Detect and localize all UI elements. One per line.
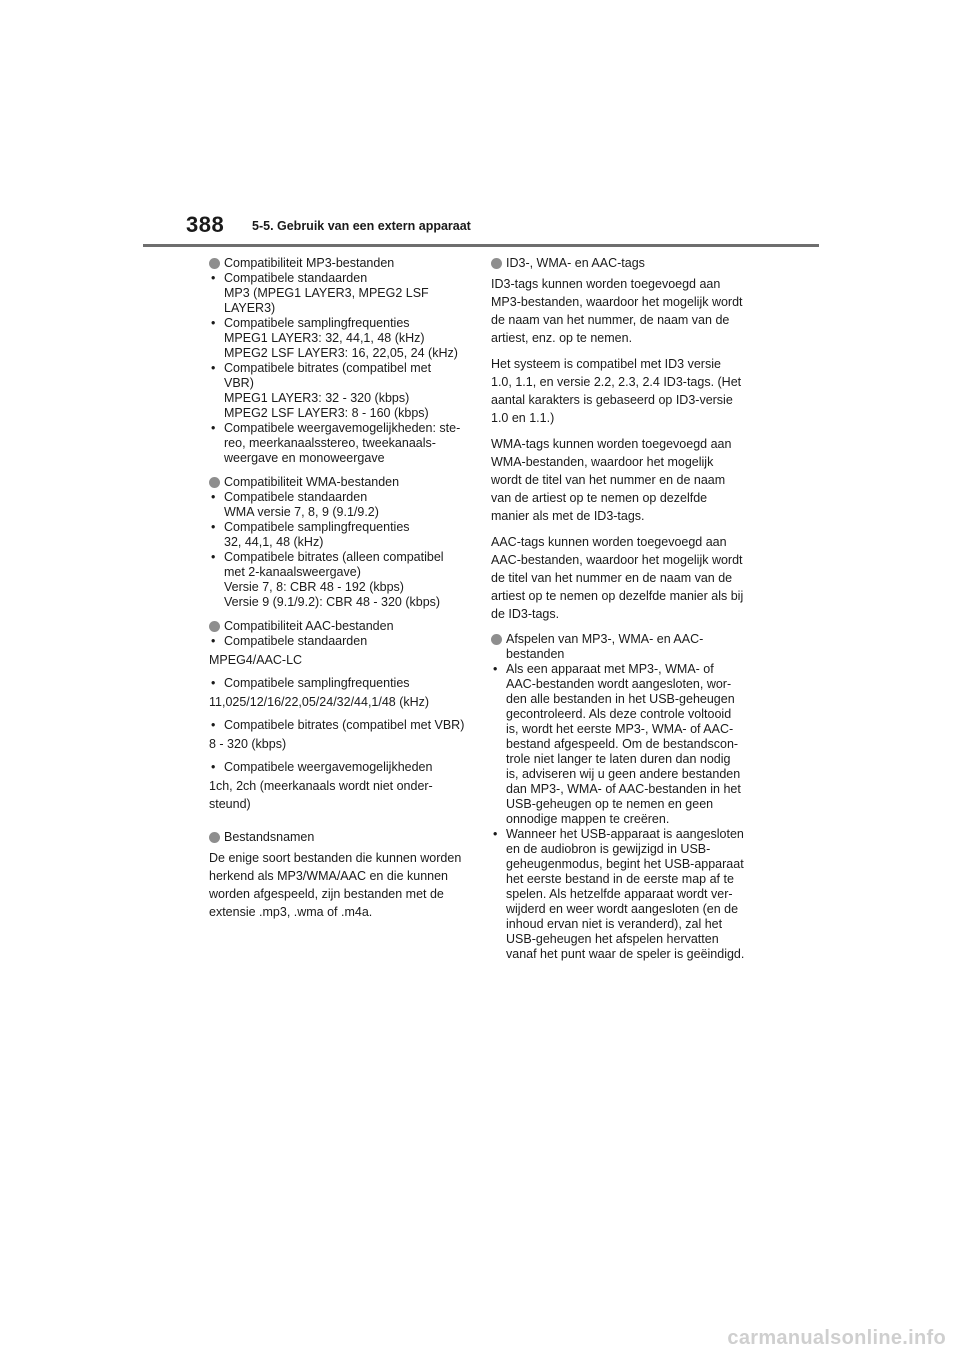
- mp3-compatibility-section: [209, 256, 471, 466]
- right-column: [491, 256, 753, 971]
- list-item-detail: MPEG1 LAYER3: 32, 44,1, 48 (kHz): [224, 331, 425, 345]
- list-item: • Wanneer het USB-apparaat is aangesloten: [493, 827, 744, 841]
- list-item: • Compatibele weergavemogelijkheden: ste-: [211, 421, 461, 435]
- list-item-detail: AAC-bestanden wordt aangesloten, wor-: [506, 677, 732, 691]
- list-item-detail: reo, meerkanaalsstereo, tweekanaals-: [224, 436, 436, 450]
- value-text: 1ch, 2ch (meerkanaals wordt niet onder-: [209, 779, 433, 793]
- playback-section: [491, 632, 753, 962]
- aac-compatibility-section: [209, 619, 471, 813]
- paragraph-line: AAC-tags kunnen worden toegevoegd aan: [491, 535, 727, 549]
- value-text: 8 - 320 (kbps): [209, 737, 287, 751]
- list-item-detail: WMA versie 7, 8, 9 (9.1/9.2): [224, 505, 379, 519]
- paragraph: [491, 355, 753, 427]
- list-item: • Compatibele bitrates (compatibel met VBR): [211, 718, 465, 732]
- section-heading: Compatibiliteit AAC-bestanden: [209, 619, 471, 634]
- list-item-detail: bestand afgespeeld. Om de bestandscon-: [506, 737, 739, 751]
- paragraph-line: extensie .mp3, .wma of .m4a.: [209, 905, 373, 919]
- list-item-detail: gecontroleerd. Als deze controle voltooid: [506, 707, 732, 721]
- paragraph-line: ID3-tags kunnen worden toegevoegd aan: [491, 277, 721, 291]
- list-item-detail: trole niet langer te laten duren dan nodig: [506, 752, 731, 766]
- list-item-detail: Versie 9 (9.1/9.2): CBR 48 - 320 (kbps): [224, 595, 441, 609]
- value-text: steund): [209, 797, 251, 811]
- list-item: • Compatibele weergavemogelijkheden: [211, 760, 433, 774]
- list-item-detail: spelen. Als hetzelfde apparaat wordt ver-: [506, 887, 733, 901]
- list-item-detail: MPEG2 LSF LAYER3: 16, 22,05, 24 (kHz): [224, 346, 458, 360]
- paragraph-line: de ID3-tags.: [491, 607, 560, 621]
- list-item-detail: MP3 (MPEG1 LAYER3, MPEG2 LSF: [224, 286, 429, 300]
- list-item: • Compatibele bitrates (alleen compatibel: [211, 550, 444, 564]
- left-column: [209, 256, 471, 930]
- list-item: • Compatibele samplingfrequenties: [211, 520, 410, 534]
- bullet-dot-icon: [209, 258, 220, 269]
- list-item-detail: USB-geheugen op te nemen en geen: [506, 797, 714, 811]
- list-item-detail: MPEG1 LAYER3: 32 - 320 (kbps): [224, 391, 410, 405]
- page-number: 388: [186, 212, 225, 237]
- paragraph-line: artiest op te nemen op dezelfde manier als bij: [491, 589, 744, 603]
- list-item-detail: is, wordt het eerste MP3-, WMA- of AAC-: [506, 722, 734, 736]
- list-item-detail: en de audiobron is gewijzigd in USB-: [506, 842, 711, 856]
- bullet-dot-icon: [491, 258, 502, 269]
- list-item: • Compatibele bitrates (compatibel met: [211, 361, 432, 375]
- paragraph-line: 1.0 en 1.1.): [491, 411, 555, 425]
- paragraph: [491, 435, 753, 525]
- section-title: 5-5. Gebruik van een extern apparaat: [252, 219, 471, 233]
- list-item: • Compatibele samplingfrequenties: [211, 316, 410, 330]
- bullet-dot-icon: [209, 477, 220, 488]
- list-item: • Compatibele standaarden: [211, 271, 368, 285]
- list-item: • Compatibele standaarden: [211, 634, 368, 648]
- list-item-detail: is, adviseren wij u geen andere bestanden: [506, 767, 741, 781]
- list-item-detail: Versie 7, 8: CBR 48 - 192 (kbps): [224, 580, 404, 594]
- paragraph-line: manier als met de ID3-tags.: [491, 509, 645, 523]
- bullet-dot-icon: [209, 832, 220, 843]
- list-item-detail: MPEG2 LSF LAYER3: 8 - 160 (kbps): [224, 406, 429, 420]
- list-item-detail: 32, 44,1, 48 (kHz): [224, 535, 324, 549]
- section-heading-continued: bestanden: [506, 647, 565, 661]
- paragraph-line: Het systeem is compatibel met ID3 versie: [491, 357, 721, 371]
- paragraph-line: van de artiest op te nemen op dezelfde: [491, 491, 708, 505]
- paragraph-line: De enige soort bestanden die kunnen worden: [209, 851, 462, 865]
- file-names-section: [209, 830, 471, 921]
- paragraph-line: WMA-bestanden, waardoor het mogelijk: [491, 455, 714, 469]
- paragraph-line: wordt de titel van het nummer en de naam: [491, 473, 726, 487]
- list-item-detail: dan MP3-, WMA- of AAC-bestanden in het: [506, 782, 741, 796]
- section-heading: ID3-, WMA- en AAC-tags: [491, 256, 753, 271]
- paragraph-line: herkend als MP3/WMA/AAC en die kunnen: [209, 869, 449, 883]
- tags-section: [491, 256, 753, 623]
- list-item-detail: met 2-kanaalsweergave): [224, 565, 361, 579]
- list-item: • Als een apparaat met MP3-, WMA- of: [493, 662, 714, 676]
- list-item-detail: den alle bestanden in het USB-geheugen: [506, 692, 735, 706]
- list-item-detail: geheugenmodus, begint het USB-apparaat: [506, 857, 744, 871]
- header-rule: [143, 244, 819, 247]
- paragraph-line: de titel van het nummer en de naam van de: [491, 571, 733, 585]
- list-item-detail: vanaf het punt waar de speler is geëindigd.: [506, 947, 745, 961]
- list-item-detail: weergave en monoweergave: [224, 451, 385, 465]
- bullet-dot-icon: [491, 634, 502, 645]
- value-text: MPEG4/AAC-LC: [209, 653, 303, 667]
- list-item-detail: onnodige mappen te creëren.: [506, 812, 670, 826]
- list-item-detail: inhoud ervan niet is veranderd), zal het: [506, 917, 723, 931]
- page-header: [0, 0, 960, 248]
- paragraph-line: artiest, enz. op te nemen.: [491, 331, 633, 345]
- paragraph-line: AAC-bestanden, waardoor het mogelijk wordt: [491, 553, 743, 567]
- paragraph: [491, 533, 753, 623]
- list-item: • Compatibele standaarden: [211, 490, 368, 504]
- list-item-detail: het eerste bestand in de eerste map af te: [506, 872, 734, 886]
- paragraph-line: 1.0, 1.1, en versie 2.2, 2.3, 2.4 ID3-tags. (Het: [491, 375, 742, 389]
- section-heading: Afspelen van MP3-, WMA- en AAC-: [491, 632, 753, 647]
- section-heading: Bestandsnamen: [209, 830, 471, 845]
- list-item-detail: wijderd en weer wordt aangesloten (en de: [506, 902, 739, 916]
- paragraph-line: aantal karakters is gebaseerd op ID3-versie: [491, 393, 733, 407]
- list-item-detail: VBR): [224, 376, 254, 390]
- list-item-detail: USB-geheugen het afspelen hervatten: [506, 932, 719, 946]
- paragraph-line: worden afgespeeld, zijn bestanden met de: [209, 887, 444, 901]
- section-heading: Compatibiliteit MP3-bestanden: [209, 256, 471, 271]
- paragraph: [491, 275, 753, 347]
- bullet-dot-icon: [209, 621, 220, 632]
- list-item-detail: LAYER3): [224, 301, 276, 315]
- paragraph-line: de naam van het nummer, de naam van de: [491, 313, 730, 327]
- value-text: 11,025/12/16/22,05/24/32/44,1/48 (kHz): [209, 695, 430, 709]
- paragraph-line: MP3-bestanden, waardoor het mogelijk wordt: [491, 295, 743, 309]
- section-heading: Compatibiliteit WMA-bestanden: [209, 475, 471, 490]
- list-item: • Compatibele samplingfrequenties: [211, 676, 410, 690]
- wma-compatibility-section: [209, 475, 471, 610]
- watermark-logo: carmanualsonline.info: [727, 1327, 946, 1349]
- paragraph-line: WMA-tags kunnen worden toegevoegd aan: [491, 437, 732, 451]
